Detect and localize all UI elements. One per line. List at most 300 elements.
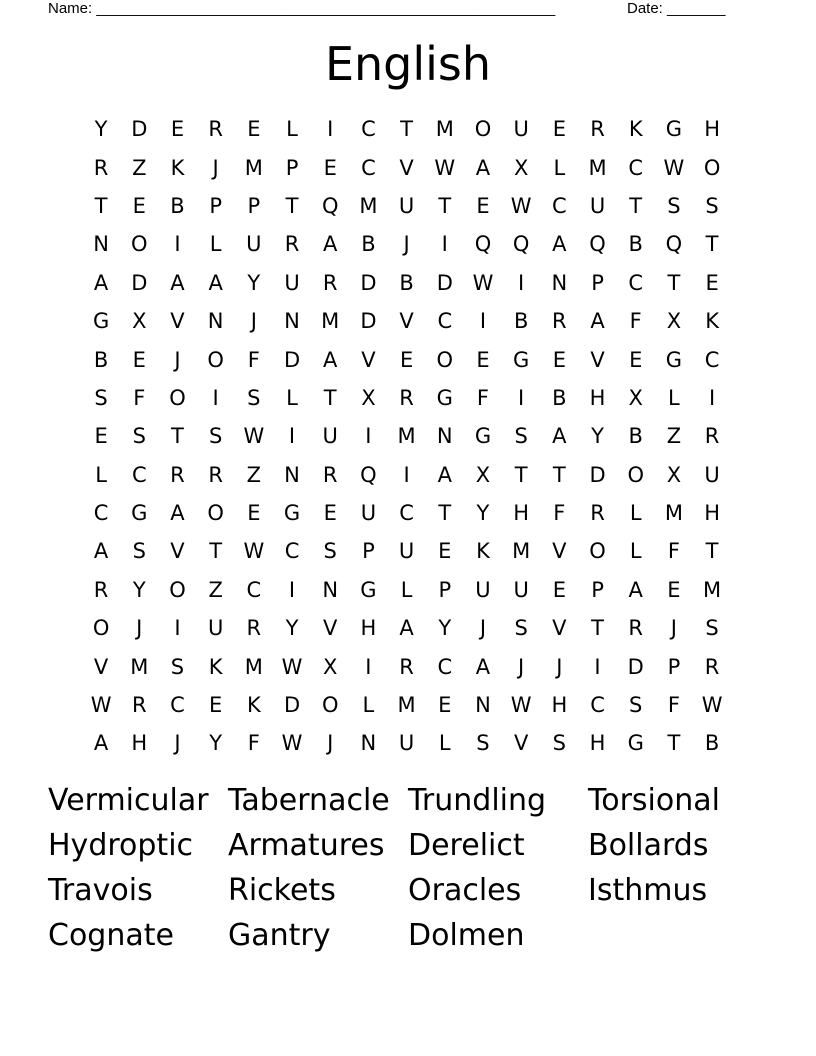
grid-letter: X (513, 155, 529, 180)
grid-letter: U (704, 462, 720, 487)
grid-letter: E (438, 693, 452, 718)
word-list-item: Armatures (228, 828, 385, 863)
grid-letter: C (246, 577, 262, 602)
grid-letter: U (322, 424, 338, 449)
grid-letter: L (629, 539, 642, 564)
grid-letter: E (552, 577, 566, 602)
grid-letter: C (628, 270, 644, 295)
grid-letter: S (705, 616, 719, 641)
word-list-item: Isthmus (588, 873, 708, 908)
grid-letter: T (209, 539, 223, 564)
grid-letter: I (403, 462, 410, 487)
grid-letter: V (590, 347, 605, 372)
grid-letter: A (475, 155, 491, 180)
grid-letter: N (475, 693, 491, 718)
grid-letter: A (323, 347, 338, 372)
page-title: English (324, 37, 492, 91)
grid-letter: P (247, 193, 261, 218)
grid-letter: T (438, 501, 452, 526)
grid-letter: I (288, 577, 296, 602)
grid-letter: X (628, 385, 643, 410)
grid-letter: C (361, 155, 376, 180)
grid-letter: R (131, 693, 147, 718)
grid-letter: E (247, 501, 261, 526)
grid-letter: J (327, 731, 334, 756)
grid-letter: J (670, 616, 677, 641)
grid-letter: A (323, 232, 338, 257)
grid-letter: V (361, 347, 376, 372)
grid-letter: S (476, 731, 490, 756)
grid-letter: W (434, 155, 456, 180)
grid-letter: S (170, 654, 185, 679)
grid-letter: R (284, 232, 300, 257)
grid-letter: J (556, 654, 563, 679)
grid-letter: V (513, 731, 529, 756)
grid-letter: E (323, 501, 337, 526)
grid-letter: O (321, 693, 339, 718)
grid-letter: U (475, 577, 491, 602)
grid-letter: G (627, 731, 644, 756)
grid-letter: E (552, 347, 566, 372)
grid-letter: T (94, 193, 108, 218)
grid-letter: G (283, 501, 301, 526)
grid-letter: T (629, 193, 643, 218)
grid-letter: S (514, 424, 528, 449)
grid-letter: F (133, 385, 146, 410)
grid-letter: R (208, 117, 223, 142)
header (48, 0, 748, 20)
grid-letter: G (513, 347, 530, 372)
grid-letter: A (590, 309, 605, 334)
grid-letter: O (474, 117, 492, 142)
grid-letter: R (552, 309, 567, 334)
grid-letter: G (92, 309, 110, 334)
grid-letter: Y (591, 424, 604, 449)
grid-letter: R (399, 654, 414, 679)
grid-letter: C (399, 501, 414, 526)
grid-letter: F (476, 385, 490, 410)
grid-letter: E (132, 347, 146, 372)
grid-letter: I (365, 654, 372, 679)
grid-letter: K (208, 654, 223, 679)
grid-letter: T (591, 616, 604, 641)
grid-letter: W (663, 155, 685, 180)
grid-letter: V (323, 616, 338, 641)
grid-letter: B (361, 232, 376, 257)
grid-letter: A (93, 539, 109, 564)
grid-letter: Z (666, 424, 682, 449)
grid-letter: U (513, 117, 529, 142)
grid-letter: E (209, 693, 223, 718)
grid-letter: A (399, 616, 414, 641)
grid-letter: D (360, 270, 377, 295)
grid-letter: J (479, 616, 487, 641)
grid-letter: A (208, 270, 223, 295)
grid-letter: W (510, 693, 532, 718)
grid-letter: M (588, 155, 607, 180)
grid-letter: I (708, 385, 716, 410)
grid-letter: D (627, 654, 644, 679)
grid-letter: M (359, 193, 378, 218)
grid-letter: E (323, 155, 337, 180)
grid-letter: W (90, 693, 112, 718)
grid-letter: S (667, 193, 681, 218)
grid-letter: B (93, 347, 109, 372)
grid-letter: L (438, 731, 451, 756)
grid-letter: K (705, 309, 719, 334)
grid-letter: D (436, 270, 453, 295)
grid-letter: R (93, 155, 109, 180)
grid-letter: Z (246, 462, 262, 487)
word-list-item: Dolmen (408, 918, 525, 953)
grid-letter: U (360, 501, 377, 526)
grid-letter: O (207, 347, 224, 372)
grid-letter: L (286, 117, 298, 142)
word-list-item: Torsional (588, 783, 720, 818)
name-field[interactable]: Name: _______________________________________________________ (48, 0, 556, 17)
grid-letter: U (398, 539, 415, 564)
grid-letter: N (360, 731, 377, 756)
grid-letter: U (207, 616, 224, 641)
grid-letter: S (705, 193, 719, 218)
grid-letter: P (362, 539, 375, 564)
grid-letter: D (131, 270, 148, 295)
grid-letter: A (170, 270, 185, 295)
grid-letter: C (437, 309, 453, 334)
grid-letter: O (92, 616, 110, 641)
grid-letter: E (170, 117, 185, 142)
grid-letter: L (286, 385, 298, 410)
grid-letter: R (590, 117, 605, 142)
grid-letter: M (435, 117, 454, 142)
grid-letter: R (246, 616, 262, 641)
grid-letter: R (704, 654, 720, 679)
word-list (48, 780, 768, 960)
grid-letter: J (212, 155, 219, 180)
grid-letter: C (590, 693, 605, 718)
grid-letter: O (703, 155, 721, 180)
grid-letter: M (321, 309, 340, 334)
word-list-item: Hydroptic (48, 828, 194, 863)
grid-letter: Y (285, 616, 299, 641)
grid-letter: L (400, 577, 413, 602)
grid-letter: H (589, 731, 606, 756)
grid-letter: Q (360, 462, 377, 487)
grid-letter: T (514, 462, 528, 487)
grid-letter: I (365, 424, 372, 449)
grid-letter: R (704, 424, 720, 449)
grid-letter: S (132, 424, 146, 449)
grid-letter: W (243, 539, 265, 564)
grid-letter: N (207, 309, 224, 334)
grid-letter: S (247, 385, 261, 410)
grid-letter: R (93, 577, 109, 602)
grid-letter: Y (209, 731, 223, 756)
grid-letter: N (322, 577, 339, 602)
grid-letter: Y (247, 270, 261, 295)
grid-letter: A (170, 501, 185, 526)
grid-letter: A (628, 577, 643, 602)
grid-letter: L (668, 385, 680, 410)
grid-letter: Q (589, 232, 606, 257)
grid-letter: O (169, 577, 186, 602)
grid-letter: E (667, 577, 681, 602)
grid-letter: Y (476, 501, 490, 526)
grid-letter: L (95, 462, 107, 487)
grid-letter: U (398, 731, 415, 756)
word-list-item: Bollards (588, 828, 709, 863)
grid-letter: T (667, 270, 681, 295)
grid-letter: Y (438, 616, 452, 641)
grid-letter: B (704, 731, 720, 756)
grid-letter: T (705, 539, 719, 564)
grid-letter: H (131, 731, 148, 756)
word-list-item: Travois (48, 873, 153, 908)
grid-letter: U (589, 193, 606, 218)
grid-letter: W (472, 270, 494, 295)
grid-letter: J (518, 654, 525, 679)
grid-letter: O (589, 539, 606, 564)
grid-letter: E (629, 347, 643, 372)
grid-letter: V (170, 309, 185, 334)
grid-letter: O (627, 462, 644, 487)
grid-letter: S (94, 385, 108, 410)
grid-letter: J (403, 232, 410, 257)
grid-letter: N (284, 462, 300, 487)
date-field[interactable]: Date: _______ (627, 0, 726, 17)
grid-letter: Y (94, 117, 108, 142)
grid-letter: W (243, 424, 265, 449)
grid-letter: V (170, 539, 185, 564)
grid-letter: W (701, 693, 723, 718)
grid-letter: T (323, 385, 337, 410)
grid-letter: X (666, 462, 682, 487)
word-list-item: Vermicular (48, 783, 209, 818)
grid-letter: Q (474, 232, 492, 257)
grid-letter: A (437, 462, 452, 487)
grid-letter: S (132, 539, 146, 564)
grid-letter: S (514, 616, 528, 641)
grid-letter: F (667, 539, 680, 564)
grid-letter: T (400, 117, 413, 142)
grid-letter: R (590, 501, 605, 526)
word-list-item: Gantry (228, 918, 331, 953)
grid-letter: M (244, 155, 263, 180)
grid-letter: G (474, 424, 492, 449)
grid-letter: I (174, 616, 181, 641)
grid-letter: G (360, 577, 377, 602)
grid-letter: E (94, 424, 108, 449)
grid-letter: P (667, 654, 681, 679)
grid-letter: I (479, 309, 487, 334)
grid-letter: Z (132, 155, 147, 180)
grid-letter: Q (665, 232, 683, 257)
grid-letter: V (399, 309, 414, 334)
grid-letter: G (665, 347, 683, 372)
grid-letter: A (93, 270, 109, 295)
grid-letter: R (628, 616, 644, 641)
word-list-item: Oracles (408, 873, 522, 908)
grid-letter: D (283, 347, 301, 372)
grid-letter: B (628, 232, 643, 257)
grid-letter: L (209, 232, 222, 257)
grid-letter: M (130, 654, 149, 679)
grid-letter: K (628, 117, 643, 142)
grid-letter: C (628, 155, 644, 180)
grid-letter: C (131, 462, 147, 487)
grid-letter: K (246, 693, 261, 718)
grid-letter: U (398, 193, 415, 218)
grid-letter: D (360, 309, 377, 334)
grid-letter: H (360, 616, 377, 641)
word-list-item: Cognate (48, 918, 174, 953)
grid-letter: T (438, 193, 452, 218)
grid-letter: N (93, 232, 109, 257)
grid-letter: I (518, 385, 525, 410)
grid-letter: C (284, 539, 300, 564)
grid-letter: E (247, 117, 261, 142)
grid-letter: M (397, 424, 416, 449)
grid-letter: B (170, 193, 185, 218)
grid-letter: C (437, 654, 453, 679)
grid-letter: S (208, 424, 223, 449)
grid-letter: G (665, 117, 683, 142)
grid-letter: A (552, 232, 567, 257)
grid-letter: R (322, 462, 338, 487)
grid-letter: I (594, 654, 601, 679)
grid-letter: X (475, 462, 491, 487)
grid-letter: R (399, 385, 414, 410)
grid-letter: C (704, 347, 720, 372)
grid-letter: W (281, 654, 303, 679)
grid-letter: I (212, 385, 219, 410)
grid-letter: H (513, 501, 530, 526)
grid-letter: S (552, 731, 567, 756)
grid-letter: C (552, 193, 567, 218)
grid-letter: P (438, 577, 452, 602)
grid-letter: S (323, 539, 337, 564)
grid-letter: I (288, 424, 296, 449)
grid-letter: F (553, 501, 566, 526)
grid-letter: C (93, 501, 109, 526)
grid-letter: H (551, 693, 568, 718)
grid-letter: U (246, 232, 262, 257)
grid-letter: E (476, 347, 490, 372)
grid-letter: O (436, 347, 454, 372)
word-list-item: Tabernacle (228, 783, 390, 818)
grid-letter: B (628, 424, 643, 449)
grid-letter: M (397, 693, 416, 718)
grid-letter: K (170, 155, 185, 180)
grid-letter: E (399, 347, 414, 372)
grid-letter: N (436, 424, 453, 449)
grid-letter: M (703, 577, 722, 602)
grid-letter: W (281, 731, 303, 756)
grid-letter: E (438, 539, 452, 564)
grid-letter: R (170, 462, 185, 487)
grid-letter: C (361, 117, 376, 142)
grid-letter: M (512, 539, 531, 564)
grid-letter: U (284, 270, 300, 295)
grid-letter: H (704, 501, 720, 526)
grid-letter: S (629, 693, 643, 718)
grid-letter: J (174, 731, 181, 756)
grid-letter: X (323, 654, 338, 679)
grid-letter: O (131, 232, 148, 257)
grid-letter: L (362, 693, 375, 718)
grid-letter: E (552, 117, 566, 142)
grid-letter: I (174, 232, 181, 257)
grid-letter: J (136, 616, 143, 641)
grid-letter: F (629, 309, 642, 334)
grid-letter: H (704, 117, 720, 142)
grid-letter: I (518, 270, 525, 295)
grid-letter: T (705, 232, 719, 257)
grid-letter: T (552, 462, 566, 487)
grid-letter: F (247, 731, 260, 756)
grid-letter: K (476, 539, 490, 564)
grid-letter: P (285, 155, 299, 180)
grid-letter: X (666, 309, 682, 334)
grid-letter: X (132, 309, 147, 334)
grid-letter: W (510, 193, 532, 218)
grid-letter: V (552, 616, 567, 641)
grid-letter: G (436, 385, 453, 410)
grid-letter: Q (512, 232, 530, 257)
grid-letter: R (208, 462, 223, 487)
grid-letter: T (667, 731, 681, 756)
grid-letter: P (209, 193, 222, 218)
grid-letter: F (667, 693, 680, 718)
grid-letter: P (591, 577, 604, 602)
grid-letter: L (553, 155, 566, 180)
grid-letter: I (441, 232, 448, 257)
letter-grid (82, 110, 730, 763)
grid-letter: V (552, 539, 567, 564)
grid-letter: M (244, 654, 263, 679)
word-list-item: Derelict (408, 828, 525, 863)
grid-letter: N (284, 309, 300, 334)
grid-letter: G (131, 501, 148, 526)
grid-letter: F (247, 347, 260, 372)
grid-letter: E (476, 193, 490, 218)
grid-letter: O (169, 385, 186, 410)
grid-letter: A (475, 654, 491, 679)
grid-letter: E (705, 270, 719, 295)
grid-letter: N (551, 270, 568, 295)
grid-letter: D (283, 693, 301, 718)
grid-letter: A (552, 424, 567, 449)
grid-letter: O (207, 501, 224, 526)
grid-letter: A (93, 731, 109, 756)
word-list-item: Rickets (228, 873, 336, 908)
grid-letter: Y (132, 577, 146, 602)
grid-letter: V (399, 155, 414, 180)
grid-letter: D (589, 462, 606, 487)
grid-letter: Q (321, 193, 339, 218)
grid-letter: J (250, 309, 257, 334)
grid-letter: I (327, 117, 334, 142)
grid-letter: M (664, 501, 683, 526)
grid-letter: P (591, 270, 604, 295)
grid-letter: R (322, 270, 338, 295)
grid-letter: J (174, 347, 181, 372)
grid-letter: E (132, 193, 146, 218)
grid-letter: X (361, 385, 376, 410)
grid-letter: B (513, 309, 529, 334)
grid-letter: H (589, 385, 606, 410)
grid-letter: T (171, 424, 184, 449)
